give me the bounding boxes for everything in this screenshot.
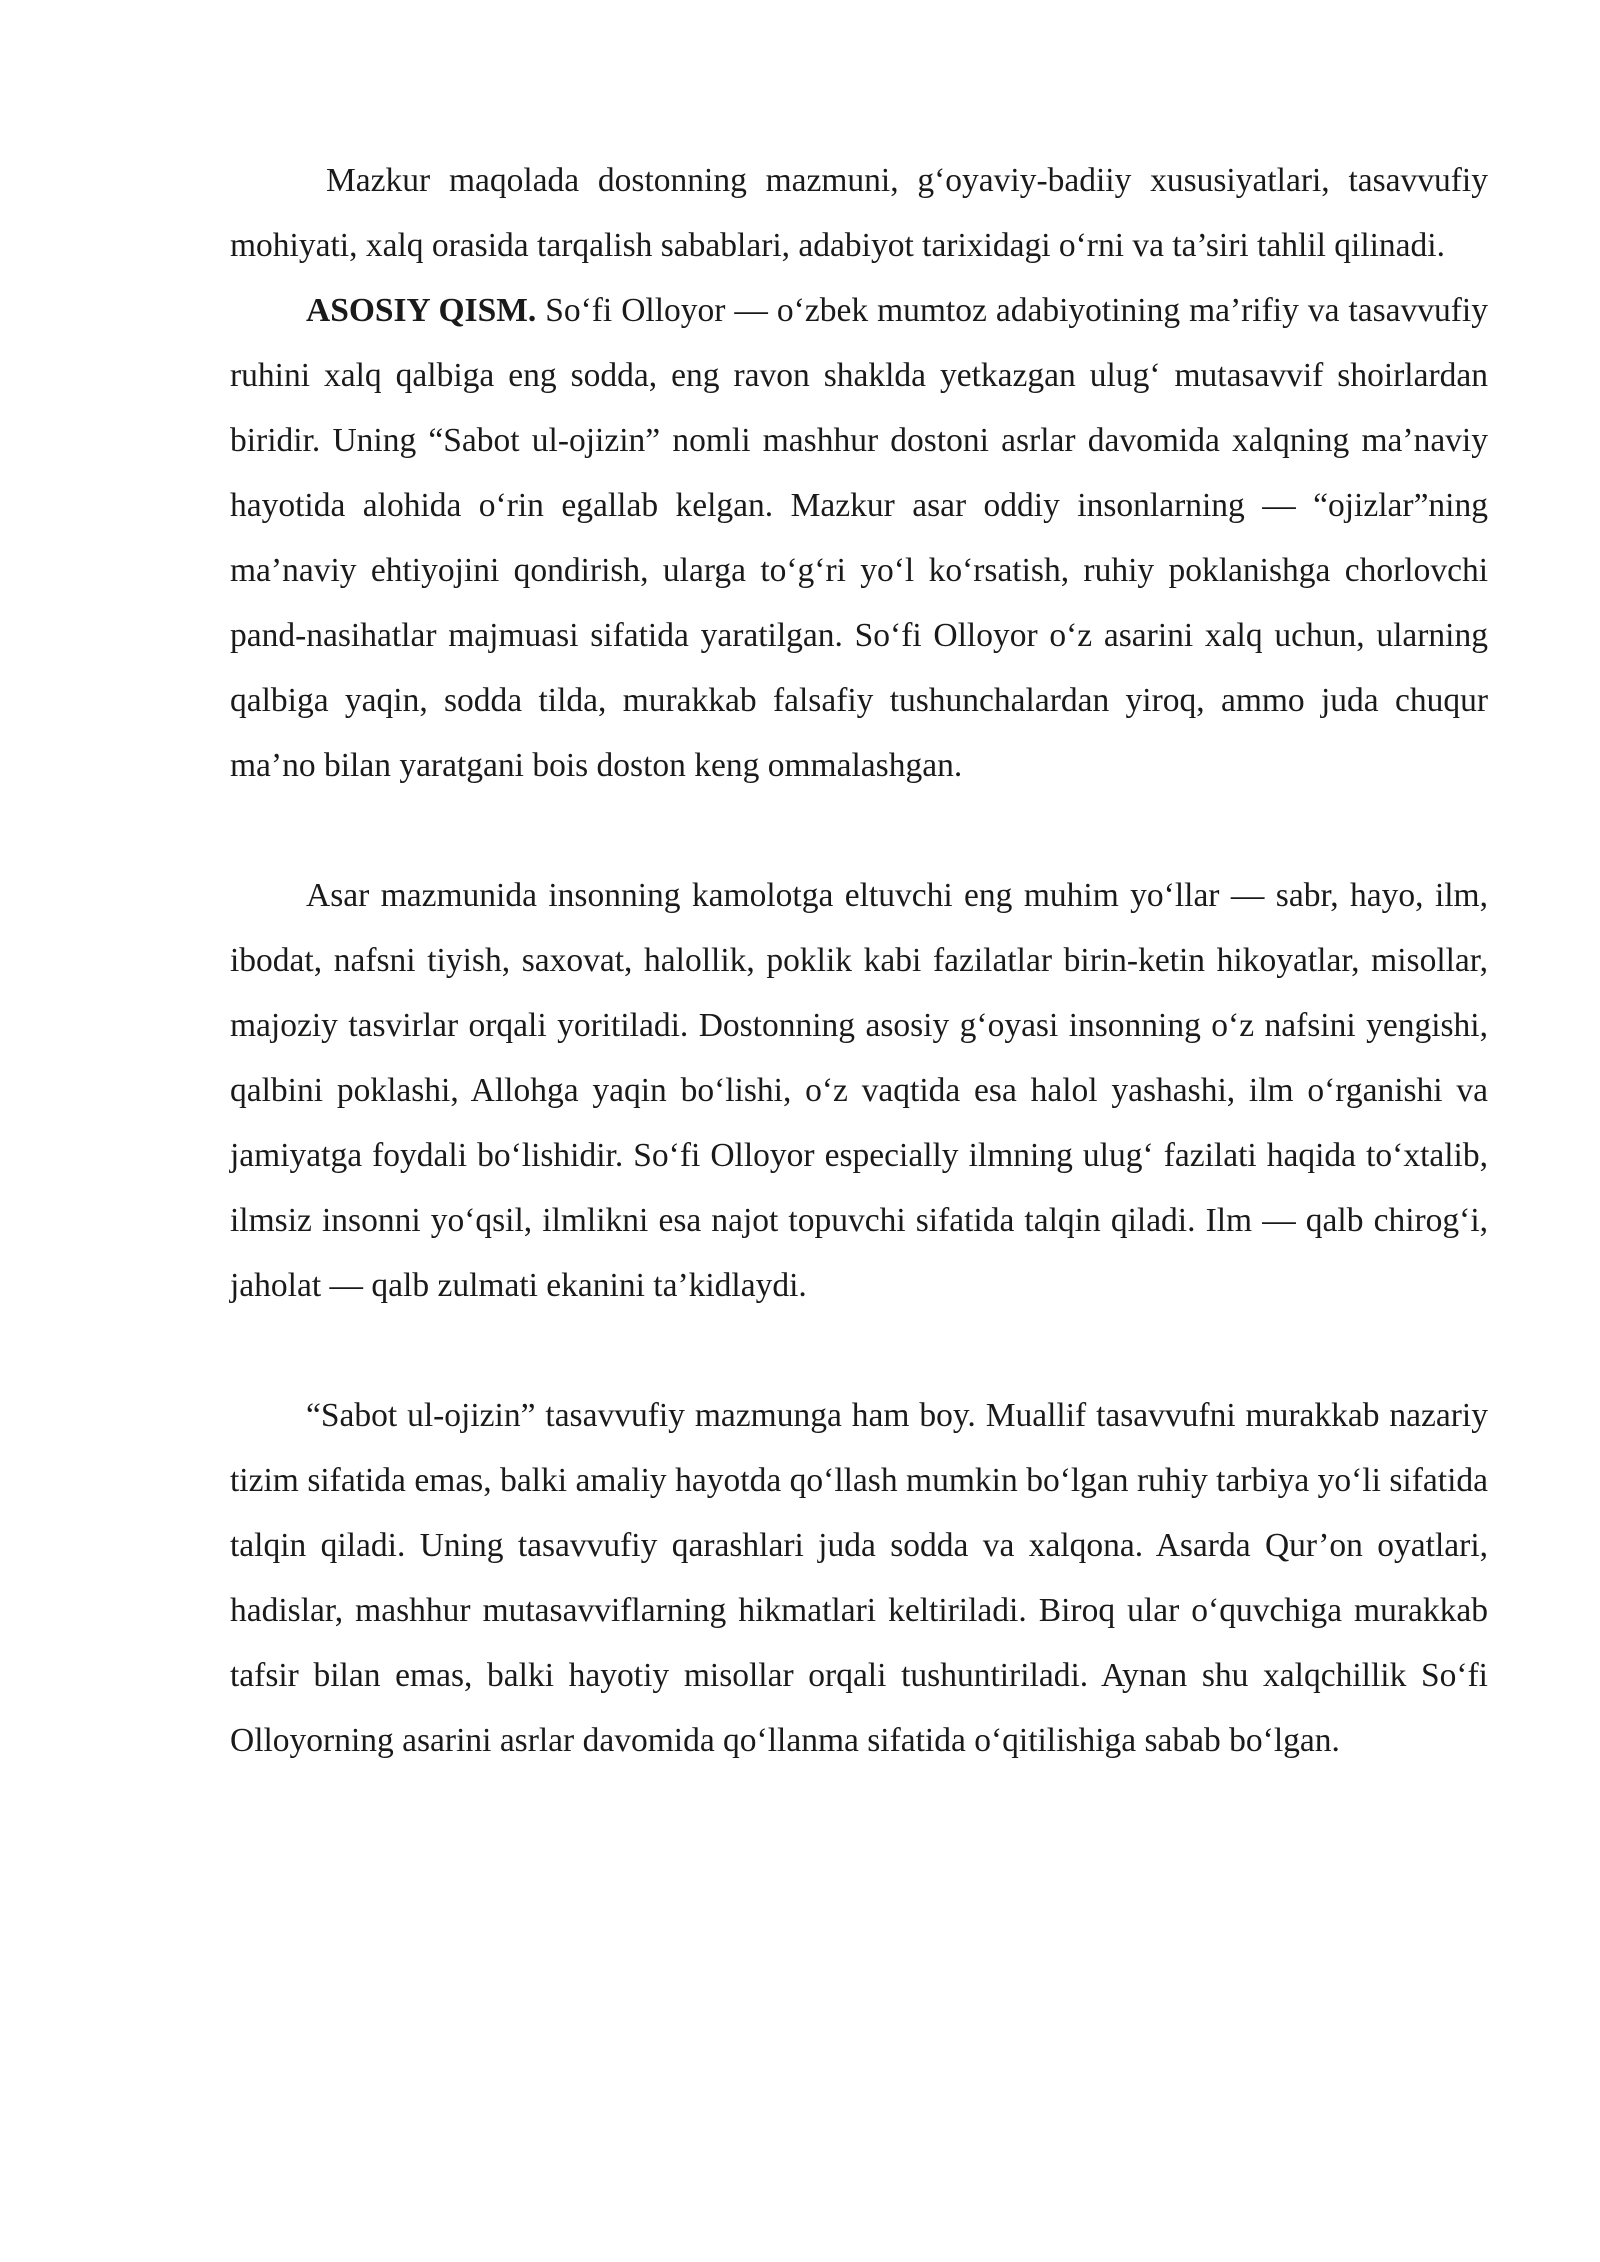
- paragraph-intro-text: Mazkur maqolada dostonning mazmuni, g‘oyaviy-badiiy xususiyatlari, tasavvufiy mohiyati, xalq orasida tarqalish sabablari, adabiyot tarixidagi o‘rni va ta’siri tahlil qilinadi.: [230, 162, 1488, 264]
- paragraph-content-text: Asar mazmunida insonning kamolotga eltuvchi eng muhim yo‘llar — sabr, hayo, ilm, ibodat, nafsni tiyish, saxovat, halollik, poklik kabi fazilatlar birin-ketin hikoyatlar, misollar, majoziy tasvirlar orqali yoritiladi. Dostonning asosiy g‘oyasi insonning o‘z nafsini yengishi, qalbini poklashi, Allohga yaqin bo‘lishi, o‘z vaqtida esa halol yashashi, ilm o‘rganishi va jamiyatga foydali bo‘lishidir. So‘fi Olloyor especially ilmning ulug‘ fazilati haqida to‘xtalib, ilmsiz insonni yo‘qsil, ilmlikni esa najot topuvchi sifatida talqin qiladi. Ilm — qalb chirog‘i, jaholat — qalb zulmati ekanini ta’kidlaydi.: [230, 877, 1488, 1304]
- paragraph-content: [230, 863, 1488, 1318]
- paragraph-main-section: [230, 278, 1488, 798]
- section-heading: ASOSIY QISM.: [306, 292, 537, 329]
- paragraph-sufism-text: “Sabot ul-ojizin” tasavvufiy mazmunga ham boy. Muallif tasavvufni murakkab nazariy tizim sifatida emas, balki amaliy hayotda qo‘llash mumkin bo‘lgan ruhiy tarbiya yo‘li sifatida talqin qiladi. Uning tasavvufiy qarashlari juda sodda va xalqona. Asarda Qur’on oyatlari, hadislar, mashhur mutasavviflarning hikmatlari keltiriladi. Biroq ular o‘quvchiga murakkab tafsir bilan emas, balki hayotiy misollar orqali tushuntiriladi. Aynan shu xalqchillik So‘fi Olloyorning asarini asrlar davomida qo‘llanma sifatida o‘qitilishiga sabab bo‘lgan.: [230, 1397, 1488, 1759]
- paragraph-main-section-text: So‘fi Olloyor — o‘zbek mumtoz adabiyotining ma’rifiy va tasavvufiy ruhini xalq qalbiga eng sodda, eng ravon shaklda yetkazgan ulug‘ mutasavvif shoirlardan biridir. Uning “Sabot ul-ojizin” nomli mashhur dostoni asrlar davomida xalqning ma’naviy hayotida alohida o‘rin egallab kelgan. Mazkur asar oddiy insonlarning — “ojizlar”ning ma’naviy ehtiyojini qondirish, ularga to‘g‘ri yo‘l ko‘rsatish, ruhiy poklanishga chorlovchi pand-nasihatlar majmuasi sifatida yaratilgan. So‘fi Olloyor o‘z asarini xalq uchun, ularning qalbiga yaqin, sodda tilda, murakkab falsafiy tushunchalardan yiroq, ammo juda chuqur ma’no bilan yaratgani bois doston keng ommalashgan.: [230, 292, 1488, 784]
- paragraph-intro: [230, 148, 1488, 278]
- document-body: [230, 148, 1488, 1773]
- paragraph-sufism: [230, 1383, 1488, 1773]
